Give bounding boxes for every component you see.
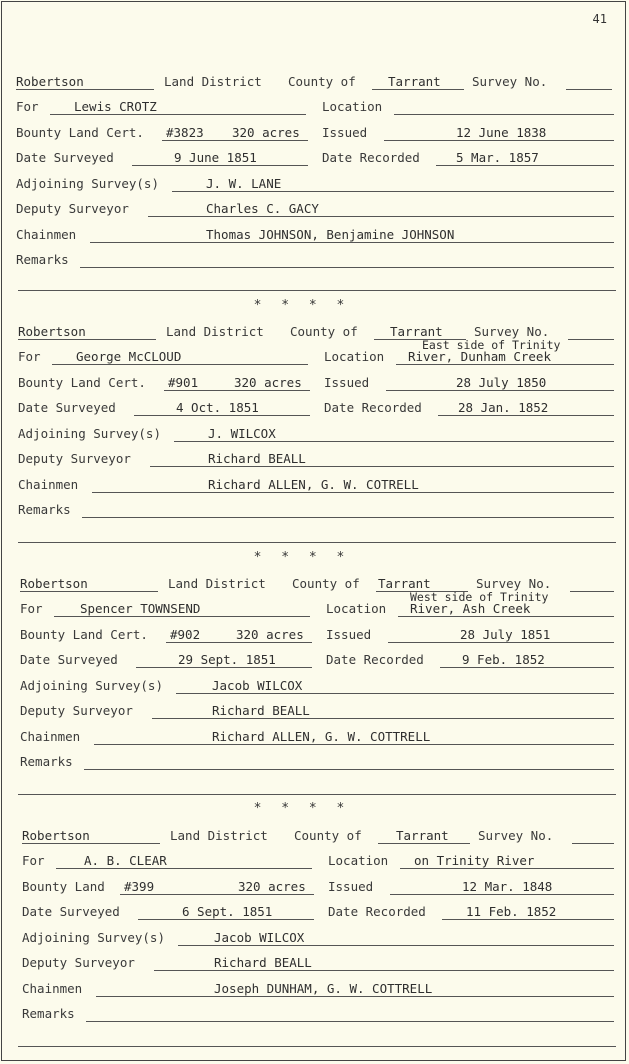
chainmen-row [16, 975, 616, 1001]
deputy-value: Richard BEALL [214, 955, 312, 970]
deputy-value: Richard BEALL [208, 451, 306, 466]
adjoining-value: J. W. LANE [206, 175, 282, 191]
remarks-row [16, 749, 616, 775]
bounty-row [16, 873, 616, 899]
survey-record [16, 68, 616, 272]
header-row [16, 68, 616, 94]
remarks-row [16, 1001, 616, 1027]
page-number: 41 [592, 12, 607, 26]
chainmen-label: Chainmen [22, 980, 83, 996]
issued-label: Issued [326, 626, 372, 642]
cert-number: #3823 [166, 124, 204, 140]
chainmen-label: Chainmen [20, 728, 81, 744]
date-surveyed-value: 6 Sept. 1851 [182, 904, 273, 919]
chainmen-row [16, 221, 616, 247]
location-value: River, Ash Creek [410, 601, 531, 616]
issued-label: Issued [328, 878, 374, 894]
for-label: For [18, 349, 41, 364]
adjoining-value: J. WILCOX [208, 425, 276, 441]
deputy-label: Deputy Surveyor [20, 703, 133, 718]
adjoining-label: Adjoining Survey(s) [20, 677, 163, 693]
county-value: Tarrant [390, 323, 443, 339]
district-value: Robertson [22, 827, 90, 843]
cert-number: #901 [168, 374, 199, 390]
for-value: Lewis CROTZ [74, 99, 157, 114]
location-label: Location [326, 601, 387, 616]
date-recorded-label: Date Recorded [326, 652, 424, 667]
location-label: Location [328, 853, 389, 868]
deputy-row [16, 950, 616, 976]
issued-label: Issued [324, 374, 370, 390]
county-value: Tarrant [396, 827, 449, 843]
survey-record [16, 318, 616, 522]
adjoining-label: Adjoining Survey(s) [16, 175, 159, 191]
date-surveyed-label: Date Surveyed [16, 150, 114, 165]
issued-value: 12 Mar. 1848 [462, 878, 553, 894]
bounty-label: Bounty Land Cert. [16, 124, 144, 140]
survey-no-label: Survey No. [478, 827, 554, 843]
chainmen-value: Joseph DUNHAM, G. W. COTTRELL [214, 980, 433, 996]
bounty-label: Bounty Land Cert. [18, 374, 146, 390]
survey-no-label: Survey No. [474, 323, 550, 339]
document-page [1, 1, 626, 1061]
acres-value: 320 acres [238, 878, 306, 894]
dates-row [16, 899, 616, 925]
for-row [16, 848, 616, 874]
bounty-label: Bounty Land [22, 878, 105, 894]
chainmen-label: Chainmen [16, 226, 77, 242]
district-label: Land District [164, 73, 262, 89]
deputy-label: Deputy Surveyor [16, 201, 129, 216]
dates-row [16, 395, 616, 421]
date-recorded-value: 5 Mar. 1857 [456, 150, 539, 165]
remarks-label: Remarks [20, 754, 73, 769]
county-label: County of [292, 575, 360, 591]
county-label: County of [290, 323, 358, 339]
date-surveyed-value: 9 June 1851 [174, 150, 257, 165]
cert-number: #399 [124, 878, 155, 894]
survey-record [16, 570, 616, 774]
for-value: A. B. CLEAR [84, 853, 167, 868]
adjoining-row [16, 420, 616, 446]
survey-no-label: Survey No. [476, 575, 552, 591]
district-value: Robertson [18, 323, 86, 339]
district-value: Robertson [20, 575, 88, 591]
chainmen-row [16, 471, 616, 497]
for-label: For [22, 853, 45, 868]
remarks-row [16, 247, 616, 273]
adjoining-row [16, 170, 616, 196]
issued-value: 28 July 1850 [456, 374, 547, 390]
date-surveyed-label: Date Surveyed [22, 904, 120, 919]
bounty-label: Bounty Land Cert. [20, 626, 148, 642]
county-value: Tarrant [388, 73, 441, 89]
adjoining-value: Jacob WILCOX [212, 677, 303, 693]
bounty-row [16, 621, 616, 647]
district-label: Land District [166, 323, 264, 339]
header-row [16, 822, 616, 848]
district-value: Robertson [16, 73, 84, 89]
location-label: Location [322, 99, 383, 114]
county-value: Tarrant [378, 575, 431, 591]
dates-row [16, 145, 616, 171]
cert-number: #902 [170, 626, 201, 642]
chainmen-label: Chainmen [18, 476, 79, 492]
location-value: River, Dunham Creek [408, 349, 551, 364]
date-recorded-value: 28 Jan. 1852 [458, 400, 549, 415]
remarks-row [16, 497, 616, 523]
for-label: For [16, 99, 39, 114]
for-value: Spencer TOWNSEND [80, 601, 201, 616]
adjoining-value: Jacob WILCOX [214, 929, 305, 945]
chainmen-value: Richard ALLEN, G. W. COTRELL [208, 476, 419, 492]
remarks-label: Remarks [18, 502, 71, 517]
record-separator: * * * * [253, 801, 351, 816]
adjoining-label: Adjoining Survey(s) [22, 929, 165, 945]
district-label: Land District [170, 827, 268, 843]
adjoining-row [16, 672, 616, 698]
adjoining-label: Adjoining Survey(s) [18, 425, 161, 441]
dates-row [16, 647, 616, 673]
adjoining-row [16, 924, 616, 950]
for-row [16, 94, 616, 120]
issued-label: Issued [322, 124, 368, 140]
acres-value: 320 acres [232, 124, 300, 140]
bounty-row [16, 369, 616, 395]
date-surveyed-value: 29 Sept. 1851 [178, 652, 276, 667]
location-value: on Trinity River [414, 853, 535, 868]
location-value-top: West side of Trinity [410, 590, 549, 604]
bounty-row [16, 119, 616, 145]
deputy-row [16, 196, 616, 222]
deputy-label: Deputy Surveyor [22, 955, 135, 970]
location-label: Location [324, 349, 385, 364]
date-surveyed-label: Date Surveyed [18, 400, 116, 415]
acres-value: 320 acres [236, 626, 304, 642]
record-separator: * * * * [253, 298, 351, 313]
for-value: George McCLOUD [76, 349, 182, 364]
issued-value: 12 June 1838 [456, 124, 547, 140]
deputy-row [16, 446, 616, 472]
deputy-label: Deputy Surveyor [18, 451, 131, 466]
date-recorded-label: Date Recorded [324, 400, 422, 415]
deputy-value: Richard BEALL [212, 703, 310, 718]
location-value-top: East side of Trinity [422, 338, 561, 352]
issued-value: 28 July 1851 [460, 626, 551, 642]
remarks-label: Remarks [22, 1006, 75, 1021]
for-row [16, 338, 616, 370]
record-separator: * * * * [253, 550, 351, 565]
survey-record [16, 822, 616, 1026]
for-row [16, 590, 616, 622]
date-recorded-label: Date Recorded [322, 150, 420, 165]
date-surveyed-value: 4 Oct. 1851 [176, 400, 259, 415]
district-label: Land District [168, 575, 266, 591]
survey-no-label: Survey No. [472, 73, 548, 89]
date-surveyed-label: Date Surveyed [20, 652, 118, 667]
county-label: County of [294, 827, 362, 843]
for-label: For [20, 601, 43, 616]
acres-value: 320 acres [234, 374, 302, 390]
date-recorded-value: 9 Feb. 1852 [462, 652, 545, 667]
chainmen-value: Richard ALLEN, G. W. COTTRELL [212, 728, 431, 744]
deputy-row [16, 698, 616, 724]
remarks-label: Remarks [16, 252, 69, 267]
date-recorded-value: 11 Feb. 1852 [466, 904, 557, 919]
county-label: County of [288, 73, 356, 89]
deputy-value: Charles C. GACY [206, 201, 319, 216]
date-recorded-label: Date Recorded [328, 904, 426, 919]
chainmen-value: Thomas JOHNSON, Benjamine JOHNSON [206, 226, 455, 242]
chainmen-row [16, 723, 616, 749]
